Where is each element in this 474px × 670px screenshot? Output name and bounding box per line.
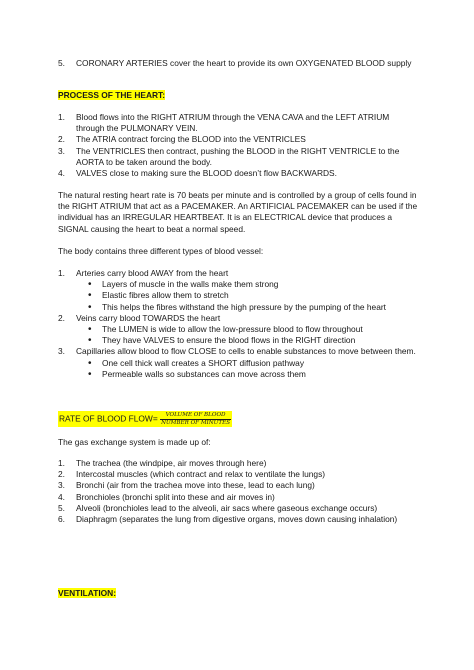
- list-number: 3.: [58, 480, 65, 491]
- rate-numerator: VOLUME OF BLOOD: [160, 412, 231, 420]
- list-number: 1.: [58, 458, 65, 468]
- list-text: Bronchi (air from the trachea move into these, lead to each lung): [76, 480, 315, 491]
- list-text: Bronchioles (bronchi split into these and air moves in): [76, 491, 275, 502]
- rate-formula-highlight: [58, 411, 232, 427]
- list-number: 3.: [58, 346, 65, 357]
- process-heading-text: PROCESS OF THE HEART:: [58, 90, 166, 100]
- list-text: The trachea (the windpipe, air moves through here): [76, 458, 267, 468]
- list-number: 1.: [58, 112, 65, 122]
- rate-formula: [58, 411, 418, 427]
- list-number: 2.: [58, 134, 65, 145]
- list-text: CORONARY ARTERIES cover the heart to provide its own OXYGENATED BLOOD supply: [76, 58, 412, 68]
- list-item: [58, 503, 418, 514]
- list-text: Alveoli (bronchioles lead to the alveoli, air sacs where gaseous exchange occurs): [76, 502, 378, 513]
- list-item: [58, 168, 418, 179]
- list-item: [58, 469, 418, 480]
- list-item: [58, 112, 418, 134]
- list-text: The VENTRICLES then contract, pushing the BLOOD in the RIGHT VENTRICLE to the AORTA to be taken around the body.: [76, 145, 400, 167]
- gas-intro: [58, 437, 418, 448]
- bullet-item: • Elastic fibres allow them to stretch: [76, 290, 418, 301]
- list-item: [58, 134, 418, 145]
- list-item: [58, 268, 418, 279]
- pacemaker-paragraph: [58, 190, 418, 235]
- paragraph-text: The body contains three different types of blood vessel:: [58, 246, 264, 256]
- rate-denominator: NUMBER OF MINUTES: [161, 420, 231, 426]
- list-text: Capillaries allow blood to flow CLOSE to cells to enable substances to move between them.: [76, 346, 416, 357]
- list-text: Arteries carry blood AWAY from the heart: [76, 268, 229, 278]
- vessels-intro: [58, 246, 418, 257]
- list-text: The ATRIA contract forcing the BLOOD into the VENTRICLES: [76, 134, 306, 145]
- list-text: Diaphragm (separates the lung from digestive organs, moves down causing inhalation): [76, 514, 398, 525]
- bullet-item: • Permeable walls so substances can move across them: [76, 369, 418, 380]
- paragraph-text: The natural resting heart rate is 70 beats per minute and is controlled by a group of cells found in the RIGHT ATRIUM that act as a PACEMAKER. An ARTIFICIAL PACEMAKER can be used if the individual has an IRREGULAR HEARTBEAT. It is an ELECTRICAL device that produces a SIGNAL causing the heart to beat a normal speed.: [58, 190, 418, 234]
- list-item: [58, 313, 418, 324]
- bullet-item: • This helps the fibres withstand the high pressure by the pumping of the heart: [76, 302, 418, 313]
- bullet-item: • They have VALVES to ensure the blood flows in the RIGHT direction: [76, 335, 418, 346]
- list-text: Intercostal muscles (which contract and relax to ventilate the lungs): [76, 469, 326, 480]
- list-number: 5.: [58, 502, 65, 513]
- list-text: VALVES close to making sure the BLOOD doesn’t flow BACKWARDS.: [76, 168, 337, 179]
- rate-label: RATE OF BLOOD FLOW=: [59, 413, 158, 424]
- list-item: [58, 58, 418, 69]
- list-number: 2.: [58, 312, 65, 323]
- vessels-list: [58, 268, 418, 380]
- process-heading: [58, 90, 418, 101]
- list-item: [58, 458, 418, 469]
- list-item: [58, 146, 418, 168]
- ventilation-heading-text: VENTILATION:: [58, 588, 116, 598]
- list-item: [58, 514, 418, 525]
- bullet-item: • Layers of muscle in the walls make them strong: [76, 279, 418, 290]
- bullet-item: • One cell thick wall creates a SHORT diffusion pathway: [76, 358, 418, 369]
- list-number: 2.: [58, 469, 65, 480]
- process-steps-list: [58, 112, 418, 179]
- coronary-item: [58, 58, 418, 69]
- list-text: Blood flows into the RIGHT ATRIUM through the VENA CAVA and the LEFT ATRIUM through the PULMONARY VEIN.: [76, 112, 390, 134]
- paragraph-text: The gas exchange system is made up of:: [58, 437, 211, 447]
- list-item: [58, 492, 418, 503]
- bullet-item: • The LUMEN is wide to allow the low-pressure blood to flow throughout: [76, 324, 418, 335]
- list-item: [58, 480, 418, 491]
- gas-parts-list: [58, 458, 418, 525]
- list-text: Veins carry blood TOWARDS the heart: [76, 312, 221, 323]
- list-number: 4.: [58, 168, 65, 179]
- list-number: 3.: [58, 145, 65, 156]
- ventilation-heading: [58, 588, 418, 599]
- rate-fraction: [160, 412, 231, 427]
- list-number: 4.: [58, 491, 65, 502]
- list-item: [58, 346, 418, 357]
- list-number: 1.: [58, 268, 65, 278]
- list-number: 6.: [58, 514, 65, 525]
- list-number: 5.: [58, 58, 65, 68]
